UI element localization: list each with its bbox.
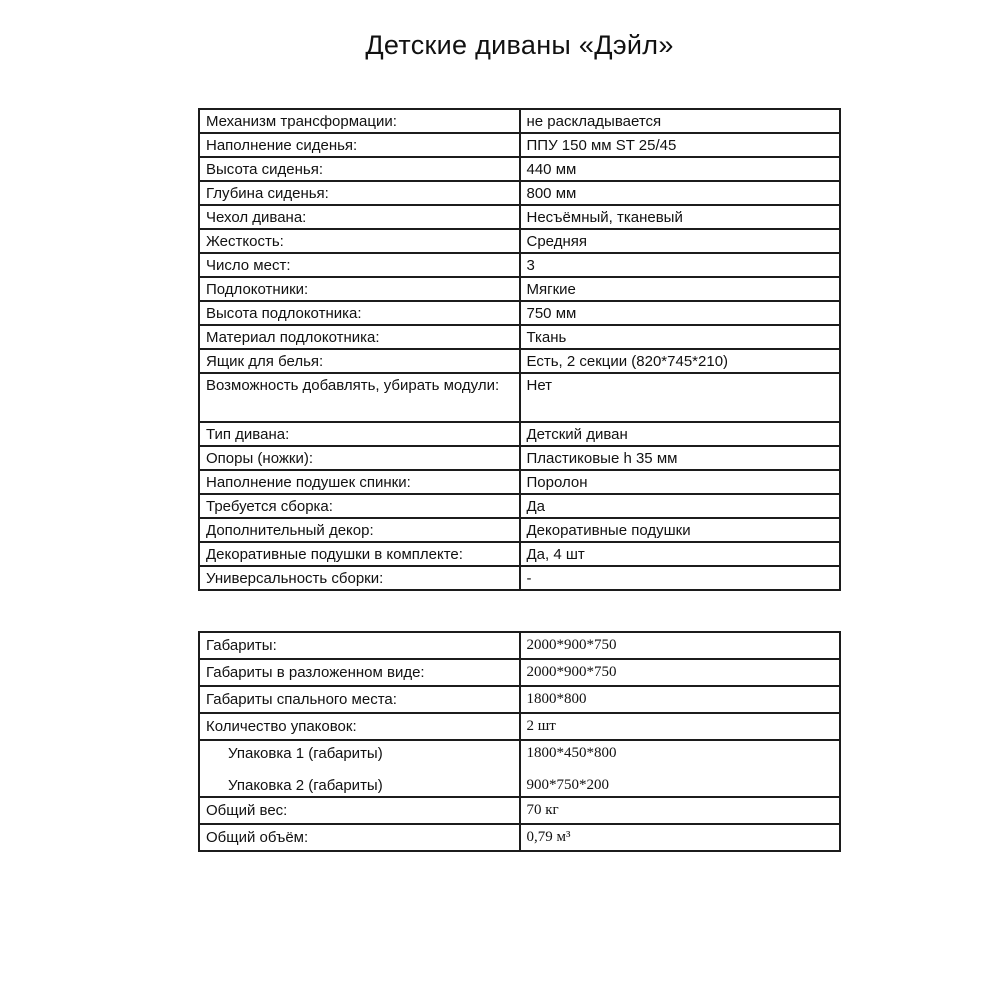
table-row (199, 157, 840, 181)
package-value: 1800*450*800 (526, 745, 617, 761)
spec-value: Декоративные подушки (520, 518, 841, 542)
table-row (199, 659, 840, 686)
table-row (199, 542, 840, 566)
spec-label: Высота подлокотника: (199, 301, 520, 325)
spec-label: Требуется сборка: (199, 494, 520, 518)
package-label: Упаковка 1 (габариты) (228, 745, 383, 762)
spec-value: Да (520, 494, 841, 518)
dimension-value: 0,79 м³ (520, 824, 841, 851)
spec-value: 440 мм (520, 157, 841, 181)
dimension-value: 2000*900*750 (520, 632, 841, 659)
document-content (198, 0, 841, 852)
spec-value: - (520, 566, 841, 590)
dimension-label: Количество упаковок: (199, 713, 520, 740)
table-row (199, 632, 840, 659)
table-row (199, 349, 840, 373)
spec-label: Наполнение подушек спинки: (199, 470, 520, 494)
spec-value: 3 (520, 253, 841, 277)
spec-label: Число мест: (199, 253, 520, 277)
table-row (199, 713, 840, 740)
table-row (199, 686, 840, 713)
table-row (199, 181, 840, 205)
table-row (199, 325, 840, 349)
dimension-label: Общий вес: (199, 797, 520, 824)
table-row (199, 446, 840, 470)
dimension-label: Габариты: (199, 632, 520, 659)
table-row (199, 494, 840, 518)
spec-label: Чехол дивана: (199, 205, 520, 229)
dimension-value: 70 кг (520, 797, 841, 824)
table-row (199, 518, 840, 542)
table-row (199, 133, 840, 157)
spec-value: 750 мм (520, 301, 841, 325)
dimension-value: 2000*900*750 (520, 659, 841, 686)
spec-value: не раскладывается (520, 109, 841, 133)
table-row (199, 109, 840, 133)
table-row (199, 253, 840, 277)
page-title: Детские диваны «Дэйл» (365, 30, 674, 60)
table-row (199, 373, 840, 422)
dimension-value: 2 шт (520, 713, 841, 740)
dimension-label: Общий объём: (199, 824, 520, 851)
spec-value: Детский диван (520, 422, 841, 446)
spec-label: Глубина сиденья: (199, 181, 520, 205)
dimension-label: Габариты спального места: (199, 686, 520, 713)
table-row (199, 470, 840, 494)
package-value: 900*750*200 (526, 777, 609, 793)
spec-label: Жесткость: (199, 229, 520, 253)
spec-label: Высота сиденья: (199, 157, 520, 181)
spec-table (198, 108, 841, 591)
spec-label: Декоративные подушки в комплекте: (199, 542, 520, 566)
table-row (199, 797, 840, 824)
spec-label: Универсальность сборки: (199, 566, 520, 590)
package-labels-cell (199, 740, 520, 797)
spec-value: Есть, 2 секции (820*745*210) (520, 349, 841, 373)
package-values-cell (520, 740, 841, 797)
spec-value: Пластиковые h 35 мм (520, 446, 841, 470)
spec-value: ППУ 150 мм ST 25/45 (520, 133, 841, 157)
spec-label: Материал подлокотника: (199, 325, 520, 349)
table-row (199, 301, 840, 325)
spec-label: Дополнительный декор: (199, 518, 520, 542)
spec-value: Мягкие (520, 277, 841, 301)
dimension-label: Габариты в разложенном виде: (199, 659, 520, 686)
package-label: Упаковка 2 (габариты) (228, 777, 383, 794)
spec-label: Механизм трансформации: (199, 109, 520, 133)
spec-label: Опоры (ножки): (199, 446, 520, 470)
spec-label: Возможность добавлять, убирать модули: (199, 373, 520, 422)
table-row (199, 229, 840, 253)
table-row (199, 566, 840, 590)
spec-label: Тип дивана: (199, 422, 520, 446)
table-row (199, 422, 840, 446)
spec-value: Нет (520, 373, 841, 422)
spec-value: 800 мм (520, 181, 841, 205)
spec-label: Наполнение сиденья: (199, 133, 520, 157)
spec-value: Да, 4 шт (520, 542, 841, 566)
spec-label: Ящик для белья: (199, 349, 520, 373)
table-row (199, 824, 840, 851)
table-row (199, 205, 840, 229)
table-row (199, 277, 840, 301)
spec-value: Поролон (520, 470, 841, 494)
dimension-value: 1800*800 (520, 686, 841, 713)
table-row-packages (199, 740, 840, 797)
spec-value: Ткань (520, 325, 841, 349)
dimensions-table (198, 631, 841, 852)
spec-label: Подлокотники: (199, 277, 520, 301)
spec-value: Средняя (520, 229, 841, 253)
spec-value: Несъёмный, тканевый (520, 205, 841, 229)
